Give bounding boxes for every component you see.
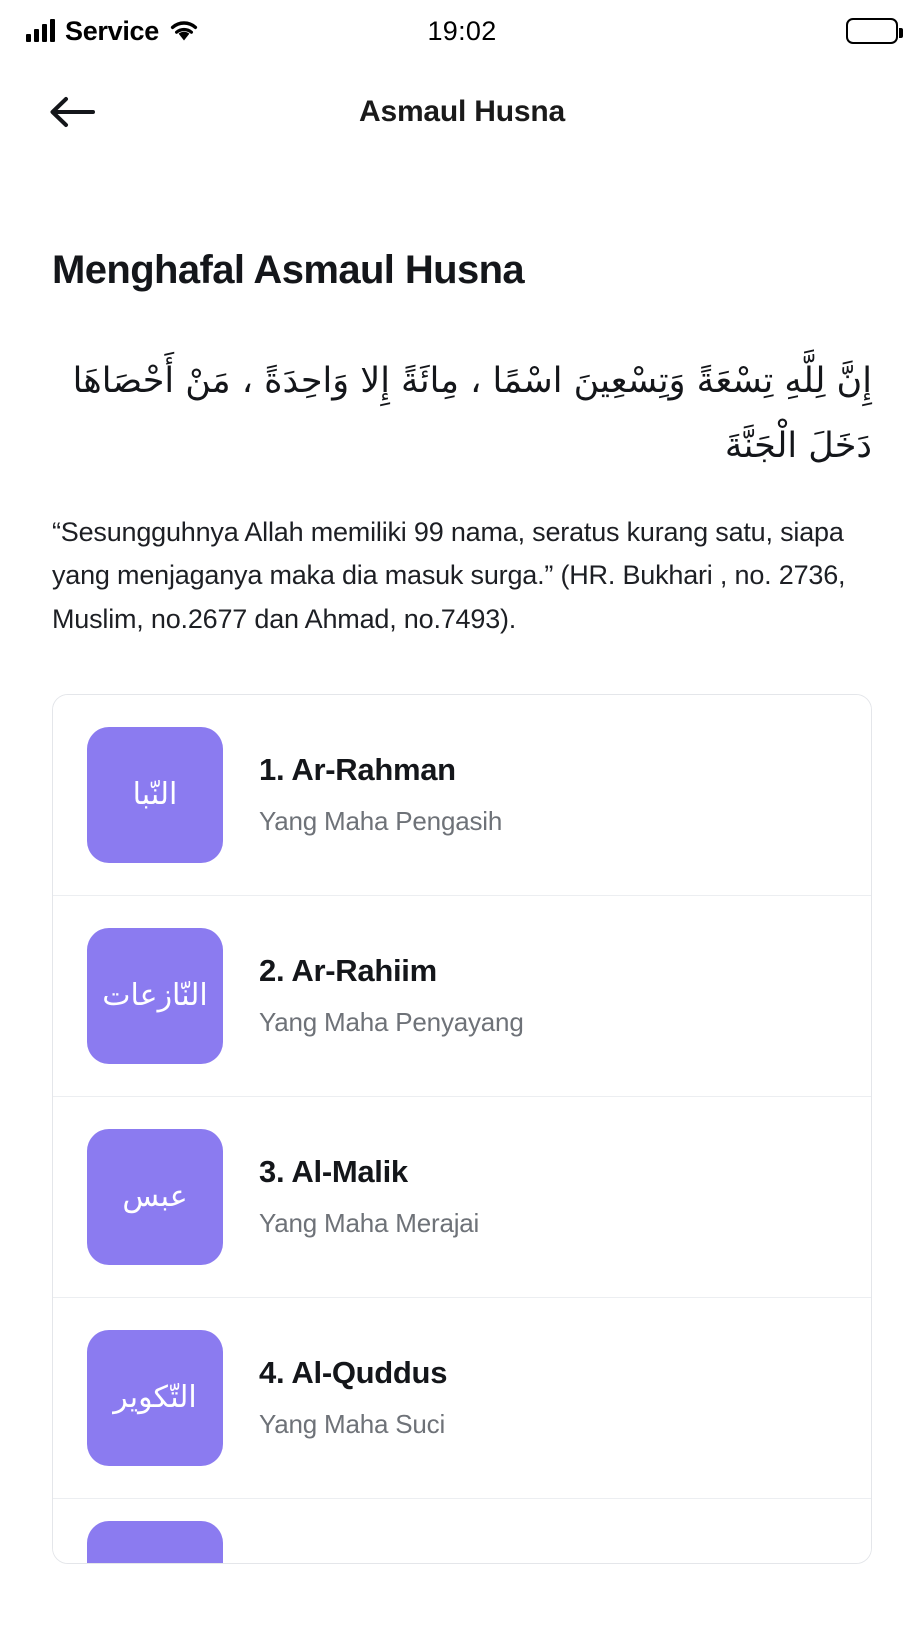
back-arrow-icon[interactable] — [40, 80, 104, 144]
item-subtitle: Yang Maha Penyayang — [259, 1007, 524, 1038]
nav-bar — [0, 62, 924, 162]
item-subtitle: Yang Maha Pengasih — [259, 806, 503, 837]
list-item[interactable] — [53, 695, 871, 896]
status-time: 19:02 — [427, 15, 497, 46]
status-bar-right — [846, 18, 898, 44]
hadith-translation: “Sesungguhnya Allah memiliki 99 nama, seratus kurang satu, siapa yang menjaganya maka dia masuk surga.” (HR. Bukhari , no. 2736, Muslim, no.2677 dan Ahmad, no.7493). — [52, 516, 846, 634]
item-subtitle: Yang Maha Merajai — [259, 1208, 480, 1239]
list-item[interactable] — [53, 1097, 871, 1298]
main-content — [0, 248, 924, 1564]
item-text — [259, 1154, 479, 1239]
battery-icon — [846, 18, 898, 44]
list-item[interactable] — [53, 1499, 871, 1563]
item-title: 4. Al-Quddus — [259, 1355, 448, 1391]
item-title: 2. Ar-Rahiim — [259, 953, 437, 989]
item-title: 1. Ar-Rahman — [259, 752, 456, 788]
list-item[interactable] — [53, 896, 871, 1097]
item-badge: عبس — [87, 1129, 223, 1265]
item-text — [259, 752, 502, 837]
carrier-label: Service — [65, 15, 159, 46]
section-heading: Menghafal Asmaul Husna — [52, 248, 525, 292]
item-text — [259, 953, 524, 1038]
item-badge — [87, 1521, 223, 1563]
item-badge: النّبا — [87, 727, 223, 863]
item-subtitle: Yang Maha Suci — [259, 1409, 446, 1440]
item-title: 3. Al-Malik — [259, 1154, 408, 1190]
asmaul-husna-list — [52, 694, 872, 1564]
item-badge: النّازعات — [87, 928, 223, 1064]
page-title: Asmaul Husna — [359, 95, 565, 128]
item-text — [259, 1355, 447, 1440]
status-bar — [0, 0, 924, 62]
item-badge: التّكوير — [87, 1330, 223, 1466]
arabic-hadith-text: إِنَّ لِلَّهِ تِسْعَةً وَتِسْعِينَ اسْمًا ، مِائَةً إِلا وَاحِدَةً ، مَنْ أَحْصَاهَا دَخَلَ الْجَنَّةَ — [72, 361, 872, 466]
list-item[interactable] — [53, 1298, 871, 1499]
